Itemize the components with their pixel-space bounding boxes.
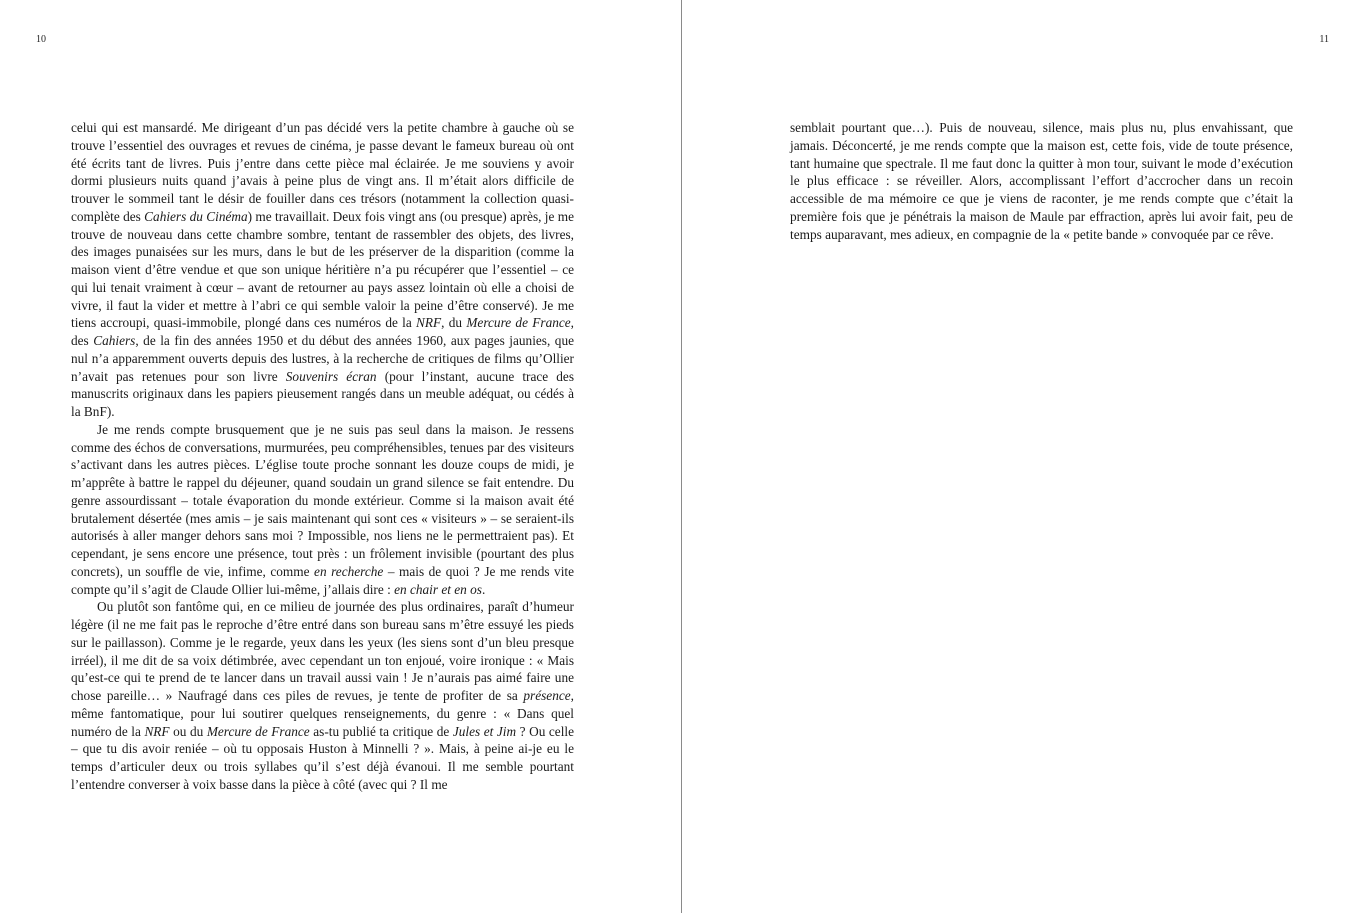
paragraph-3 (71, 598, 574, 793)
right-page (682, 0, 1363, 913)
page-number-left: 10 (36, 34, 46, 45)
text-run: ? Ou celle – que tu dis avoir reniée – où tu opposais Huston à Minnelli ? ». Mais, à peine ai-je eu le temps d’articuler deux ou trois syllabes qu’il s’est déjà évanoui. Il me semble pourtant l’entendre converser à voix basse dans la pièce à côté (avec qui ? Il me (71, 723, 575, 792)
paragraph-continued (790, 119, 1293, 243)
text-run: . (481, 581, 486, 597)
italic-run: en chair et en os (394, 581, 482, 597)
text-run: ou du (169, 723, 207, 739)
text-run: Je me rends compte brusquement que je ne suis pas seul dans la maison. Je ressens comme des échos de conversations, murmurées, peu compréhensibles, tenues par des visiteurs s’activant dans les autres pièces. L’église toute proche sonnant les douze coups de midi, je m’apprête à battre le rappel du déjeuner, quand soudain un grand silence se fait entendre. Du genre assourdissant – totale évaporation du monde extérieur. Comme si la maison avait été brutalement désertée (mes amis – je sais maintenant qui sont ces « visiteurs » – se seraient-ils autorisés à aller manger dehors sans moi ? Impossible, nos liens ne le permettraient pas). Et cependant, je sens encore une présence, tout près : un frôlement invisible (pourtant des plus concrets), un souffle de vie, infime, comme (71, 421, 574, 579)
paragraph-1 (71, 119, 574, 421)
text-run: , de la fin des années 1950 et du début des années 1960, aux pages jaunies, que nul n’a apparemment ouverts depuis des lustres, à la recherche de critiques de films qu’Ollier n’avait pas retenues pour son livre (71, 333, 574, 384)
left-page-body (71, 119, 574, 794)
text-run: – mais de quoi ? Je me rends vite compte qu’il s’agit de Claude Ollier lui-même, j’allais dire : (71, 563, 574, 597)
page-number-right: 11 (1319, 34, 1329, 45)
text-run: (pour l’instant, aucune trace des manuscrits originaux dans les papiers pieusement rangés dans un meuble adéquat, ou cédés à la BnF). (71, 368, 575, 419)
text-run: as-tu publié ta critique de (309, 723, 453, 739)
italic-run: Cahiers du Cinéma (144, 208, 248, 224)
italic-run: Jules et Jim (452, 723, 517, 739)
italic-run: Mercure de France (466, 315, 571, 331)
italic-run: présence (523, 688, 571, 703)
italic-run: NRF (416, 315, 442, 331)
text-run: celui qui est mansardé. Me dirigeant d’un pas décidé vers la petite chambre à gauche où se trouve l’essentiel des ouvrages et revues de cinéma, je passe devant le fameux bureau où ont été écrits tant de livres. Puis j’entre dans cette pièce mal éclairée. Je me souviens y avoir dormi plusieurs nuits quand j’avais à peine plus de vingt ans. Il m’était alors difficile de trouver le sommeil tant le désir de fouiller dans ces trésors (notamment la collection quasi-complète des (71, 120, 574, 224)
text-run: semblait pourtant que…). Puis de nouveau, silence, mais plus nu, plus envahissant, que jamais. Déconcerté, je me rends compte que la maison est, cette fois, vide de toute présence, tant humaine que spectrale. Il me faut donc la quitter à mon tour, suivant le mode d’exécution le plus efficace : se réveiller. Alors, accomplissant l’effort d’accrocher dans un recoin accessible de ma mémoire ce que je viens de raconter, je me rends compte que c’était la première fois que je pénétrais la maison de Maule par effraction, après lui avoir fait, peu de temps auparavant, mes adieux, en compagnie de la « petite bande » convoquée par ce rêve. (790, 120, 1293, 242)
text-run: , du (441, 315, 467, 331)
text-run: Ou plutôt son fantôme qui, en ce milieu de journée des plus ordinaires, paraît d’humeur légère (il ne me fait pas le reproche d’être entré dans son bureau sans m’être essuyé les pieds sur le paillasson). Comme je le regarde, yeux dans les yeux (les siens sont d’un bleu presque irréel), il me dit de sa voix détimbrée, avec cependant un ton enjoué, voire ironique : « Mais qu’est-ce qui te prend de te lancer dans un travail aussi vain ! Je n’aurais pas aimé faire une chose pareille… » Naufragé dans ces piles de revues, je tente de profiter de sa (71, 599, 574, 703)
italic-run: Cahiers (93, 333, 136, 348)
left-page (0, 0, 681, 913)
text-run: , des (71, 315, 574, 348)
text-run: , même fantomatique, pour lui soutirer quelques renseignements, du genre : « Dans quel numéro de la (71, 688, 574, 739)
italic-run: NRF (144, 723, 170, 739)
text-run: ) me travaillait. Deux fois vingt ans (ou presque) après, je me trouve de nouveau dans cette chambre sombre, tentant de rassembler des objets, des livres, des images punaisées sur les murs, dans le but de les préserver de la disparition (comme la maison vient d’être vendue et que son unique héritière n’a pu récupérer que l’essentiel – ce qui lui tenait vraiment à cœur – avant de retourner au pays assez lointain où elle a choisi de vivre, il faut la vider et mettre à l’abri ce qui semble valoir la peine d’être conservé). Je me tiens accroupi, quasi-immobile, plongé dans ces numéros de la (71, 208, 575, 331)
italic-run: Mercure de France (206, 723, 310, 739)
italic-run: Souvenirs écran (285, 368, 377, 384)
paragraph-2 (71, 421, 574, 599)
italic-run: en recherche (314, 563, 384, 579)
right-page-body (790, 119, 1293, 243)
